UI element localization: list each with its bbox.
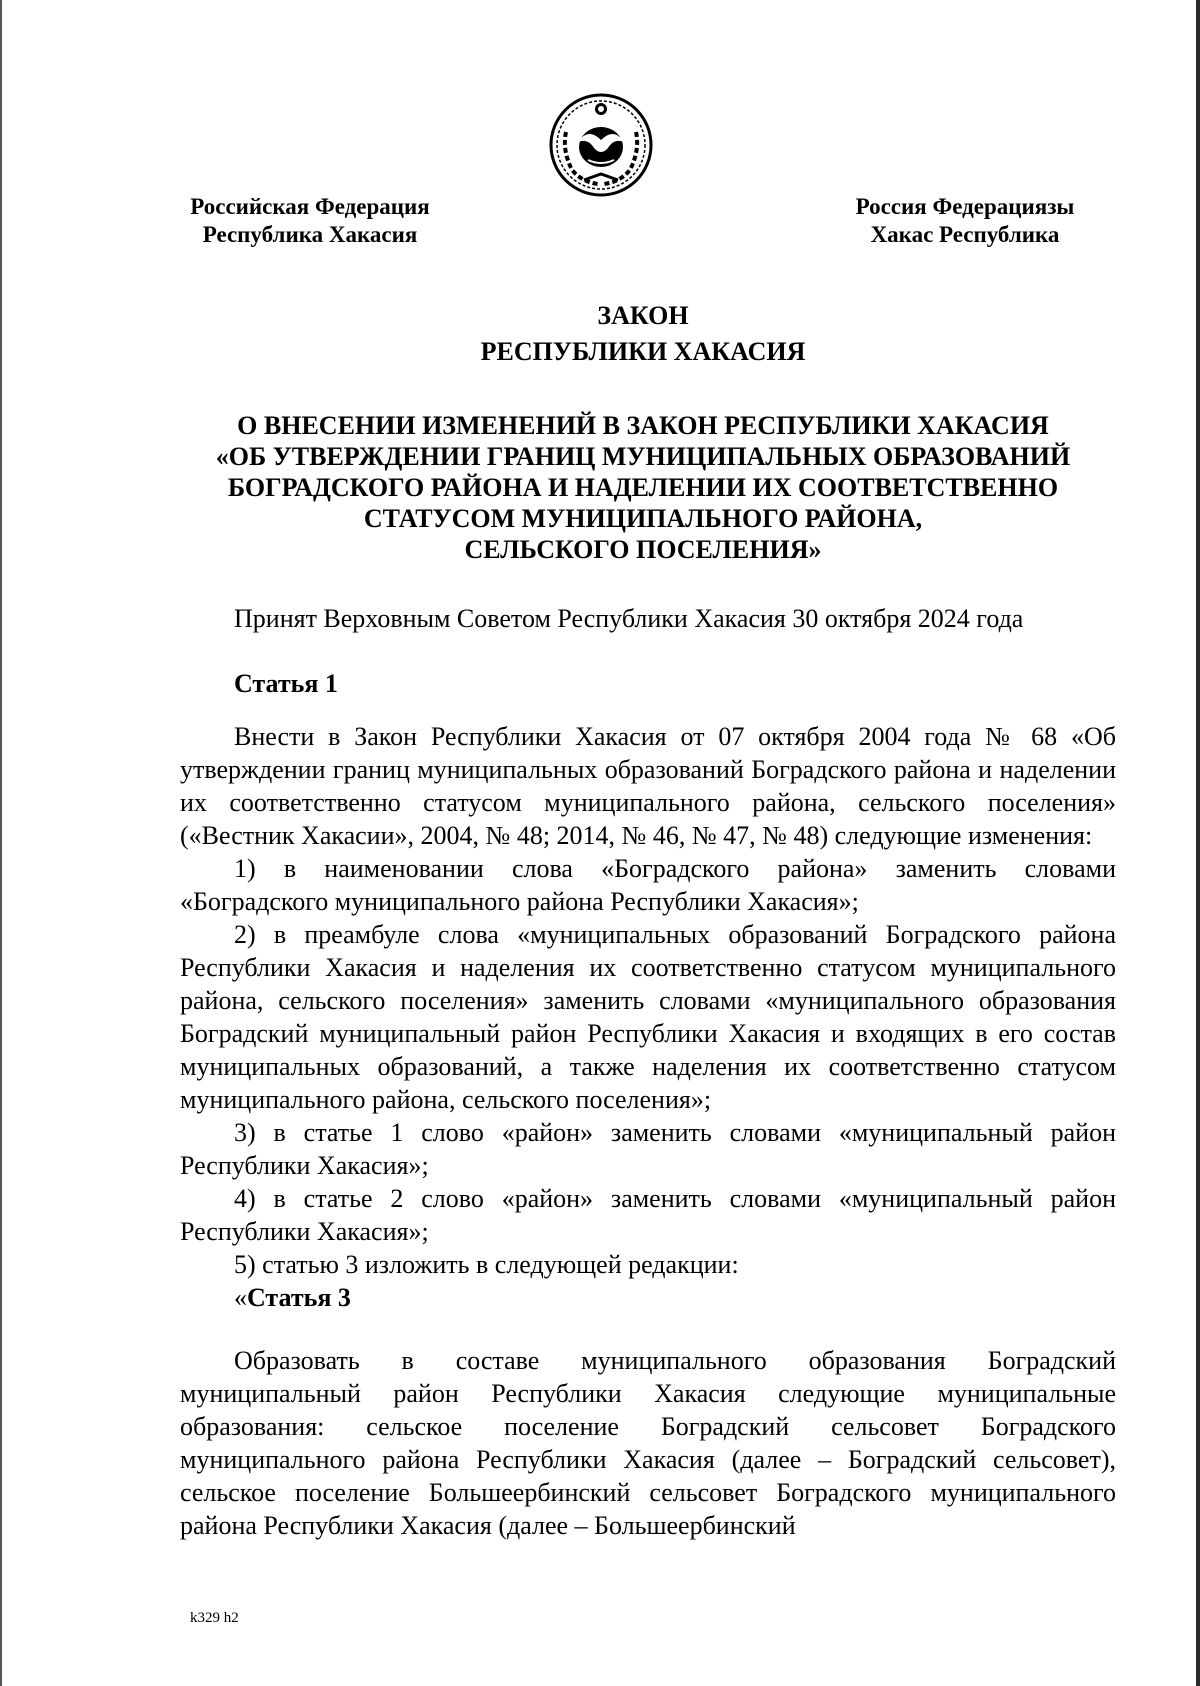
header-right-line1: Россия Федерациязы <box>855 194 1075 219</box>
law-title-line2: РЕСПУБЛИКИ ХАКАСИЯ <box>480 337 806 366</box>
article-1-intro: Внести в Закон Республики Хакасия от 07 октября 2004 года № 68 «Об утверждении границ муниципальных образований Боградского района и наделении их соответственно статусом муниципального района, сельского поселения» («Вестник Хакасии», 2004, № 48; 2014, № 46, № 47, № 48) следующие изменения: <box>180 722 1116 850</box>
document-code: k329 h2 <box>190 1610 239 1626</box>
amendment-item: 3) в статье 1 слово «район» заменить словами «муниципальный район Республики Хакасия»; <box>180 1118 1116 1180</box>
article-1-heading: Статья 1 <box>234 669 338 698</box>
scan-edge-right <box>1196 0 1200 1686</box>
law-title <box>170 298 1116 370</box>
subtitle-line: БОГРАДСКОГО РАЙОНА И НАДЕЛЕНИИ ИХ СООТВЕТСТВЕННО <box>227 473 1059 502</box>
header-left-line2: Республика Хакасия <box>202 222 418 247</box>
subtitle-line: СТАТУСОМ МУНИЦИПАЛЬНОГО РАЙОНА, <box>363 504 923 533</box>
quoted-article-heading-text: Статья 3 <box>247 1283 351 1312</box>
quoted-article-open-quote: « <box>234 1283 247 1312</box>
coat-of-arms-of-khakassia-icon <box>548 92 654 198</box>
quoted-article-text: Образовать в составе муниципального образования Боградский муниципальный район Республики Хакасия следующие муниципальные образования: сельское поселение Боградский сельсовет Боградского муниципального района Республики Хакасия (далее – Боградский сельсовет), сельское поселение Большеербинский сельсовет Боградского муниципального района Республики Хакасия (далее – Большеербинский <box>180 1346 1116 1540</box>
adoption-statement: Принят Верховным Советом Республики Хакасия 30 октября 2024 года <box>234 604 1024 633</box>
amendment-item: 1) в наименовании слова «Боградского района» заменить словами «Боградского муниципального района Республики Хакасия»; <box>180 854 1116 916</box>
header-right-line2: Хакас Республика <box>870 222 1060 247</box>
header-right <box>825 193 1105 249</box>
law-title-line1: ЗАКОН <box>597 301 689 330</box>
amendment-item: 4) в статье 2 слово «район» заменить словами «муниципальный район Республики Хакасия»; <box>180 1184 1116 1246</box>
law-subtitle <box>170 410 1116 565</box>
amendment-item: 5) статью 3 изложить в следующей редакции: <box>234 1250 739 1279</box>
article-1-body <box>180 720 1116 1542</box>
scan-edge-left <box>0 0 2 1686</box>
subtitle-line: СЕЛЬСКОГО ПОСЕЛЕНИЯ» <box>464 535 822 564</box>
amendment-item: 2) в преамбуле слова «муниципальных образований Боградского района Республики Хакасия и наделения их соответственно статусом муниципального района, сельского поселения» заменить словами «муниципального образования Боградский муниципальный район Республики Хакасия и входящих в его состав муниципальных образований, а также наделения их соответственно статусом муниципального района, сельского поселения»; <box>180 920 1116 1114</box>
subtitle-line: «ОБ УТВЕРЖДЕНИИ ГРАНИЦ МУНИЦИПАЛЬНЫХ ОБРАЗОВАНИЙ <box>215 442 1071 471</box>
header-left <box>160 193 460 249</box>
quoted-article-heading <box>180 1281 1116 1314</box>
header-left-line1: Российская Федерация <box>190 194 430 219</box>
subtitle-line: О ВНЕСЕНИИ ИЗМЕНЕНИЙ В ЗАКОН РЕСПУБЛИКИ ХАКАСИЯ <box>237 411 1049 440</box>
